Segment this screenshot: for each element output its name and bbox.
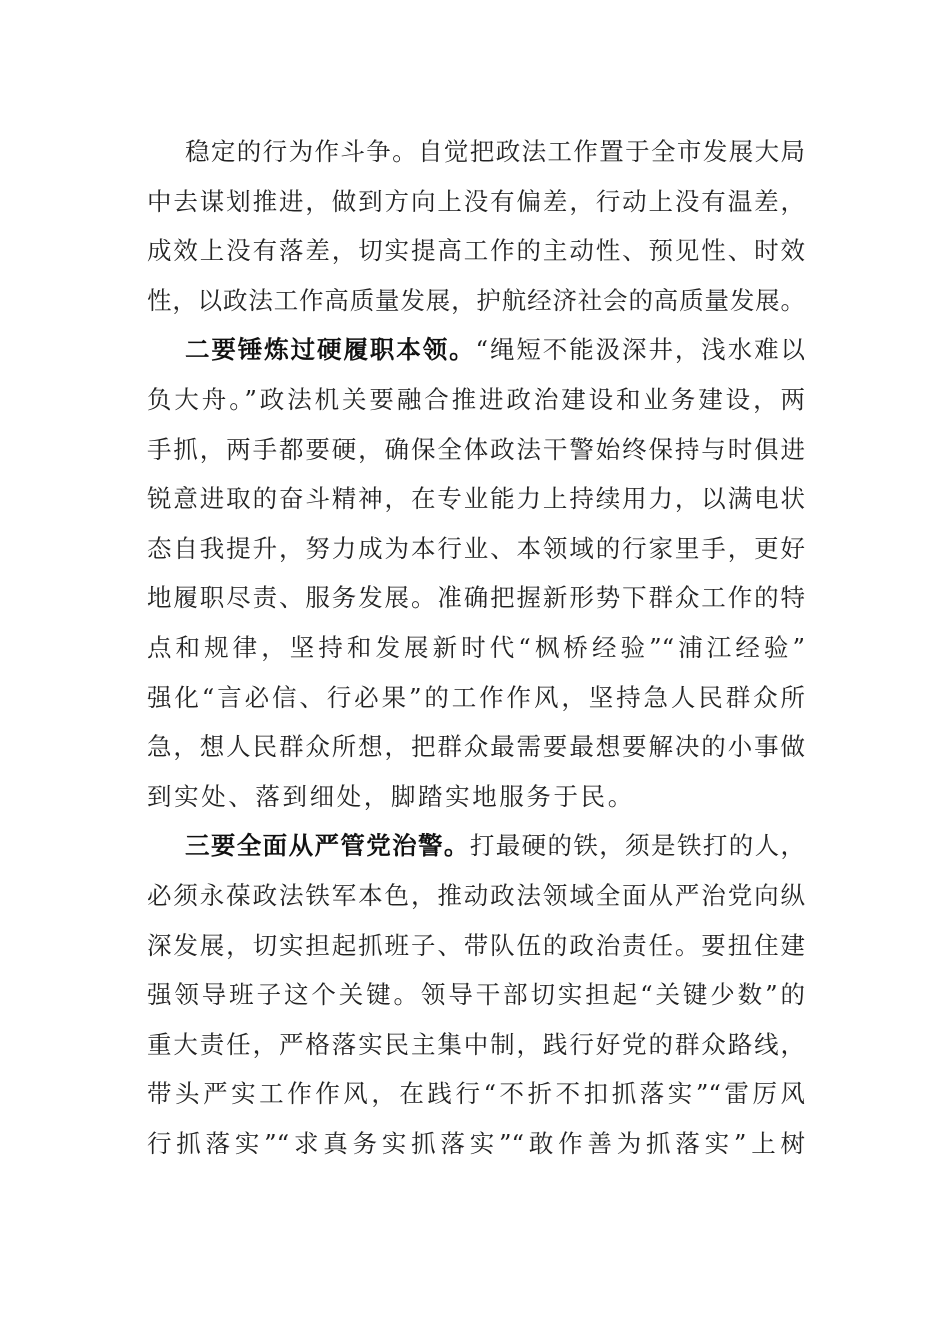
paragraph-2-line-5: 态自我提升，努力成为本行业、本领域的行家里手，更好 [147,533,805,563]
paragraph-1-line-1: 稳定的行为作斗争。自觉把政法工作置于全市发展大局 [185,137,805,166]
paragraph-3-line-1 [147,821,805,871]
paragraph-3-line-2: 必须永葆政法铁军本色，推动政法领域全面从严治党向纵 [147,880,805,910]
paragraph-3-line-7: 行抓落实”“求真务实抓落实”“敢作善为抓落实”上树 [147,1128,805,1158]
paragraph-2-line-6: 地履职尽责、服务发展。准确把握新形势下群众工作的特 [147,583,805,613]
heading-third: 三要全面从严管党治警。 [185,831,470,861]
paragraph-3-line-4: 强领导班子这个关键。领导干部切实担起“关键少数”的 [147,980,805,1010]
paragraph-2-line-7: 点和规律，坚持和发展新时代“枫桥经验”“浦江经验” [147,632,805,662]
paragraph-2-line-10: 到实处、落到细处，脚踏实地服务于民。 [147,781,635,811]
paragraph-2-line-4: 锐意进取的奋斗精神，在专业能力上持续用力，以满电状 [147,484,805,514]
paragraph-2-line-1 [147,325,805,375]
paragraph-2-line-8: 强化“言必信、行必果”的工作作风，坚持急人民群众所 [147,682,805,712]
paragraph-3-line-5: 重大责任，严格落实民主集中制，践行好党的群众路线， [147,1029,805,1059]
paragraph-2-line-2: 负大舟。”政法机关要融合推进政治建设和业务建设，两 [147,384,805,414]
paragraph-2-line-3: 手抓，两手都要硬，确保全体政法干警始终保持与时俱进 [147,434,805,464]
paragraph-1-line-3: 成效上没有落差，切实提高工作的主动性、预见性、时效 [147,236,805,266]
heading-second: 二要锤炼过硬履职本领。 [185,335,476,365]
paragraph-3-line-3: 深发展，切实担起抓班子、带队伍的政治责任。要扭住建 [147,930,805,960]
document-body [147,127,805,1168]
paragraph-2-line-9: 急，想人民群众所想，把群众最需要最想要解决的小事做 [147,732,805,762]
paragraph-1-line-2: 中去谋划推进，做到方向上没有偏差，行动上没有温差， [147,186,805,216]
paragraph-3-line-1-text: 打最硬的铁，须是铁打的人， [469,831,806,861]
paragraph-3-line-6: 带头严实工作作风，在践行“不折不扣抓落实”“雷厉风 [147,1079,805,1109]
paragraph-1-line-4: 性，以政法工作高质量发展，护航经济社会的高质量发展。 [147,285,805,315]
paragraph-2-line-1-text: “绳短不能汲深井，浅水难以 [475,335,805,365]
